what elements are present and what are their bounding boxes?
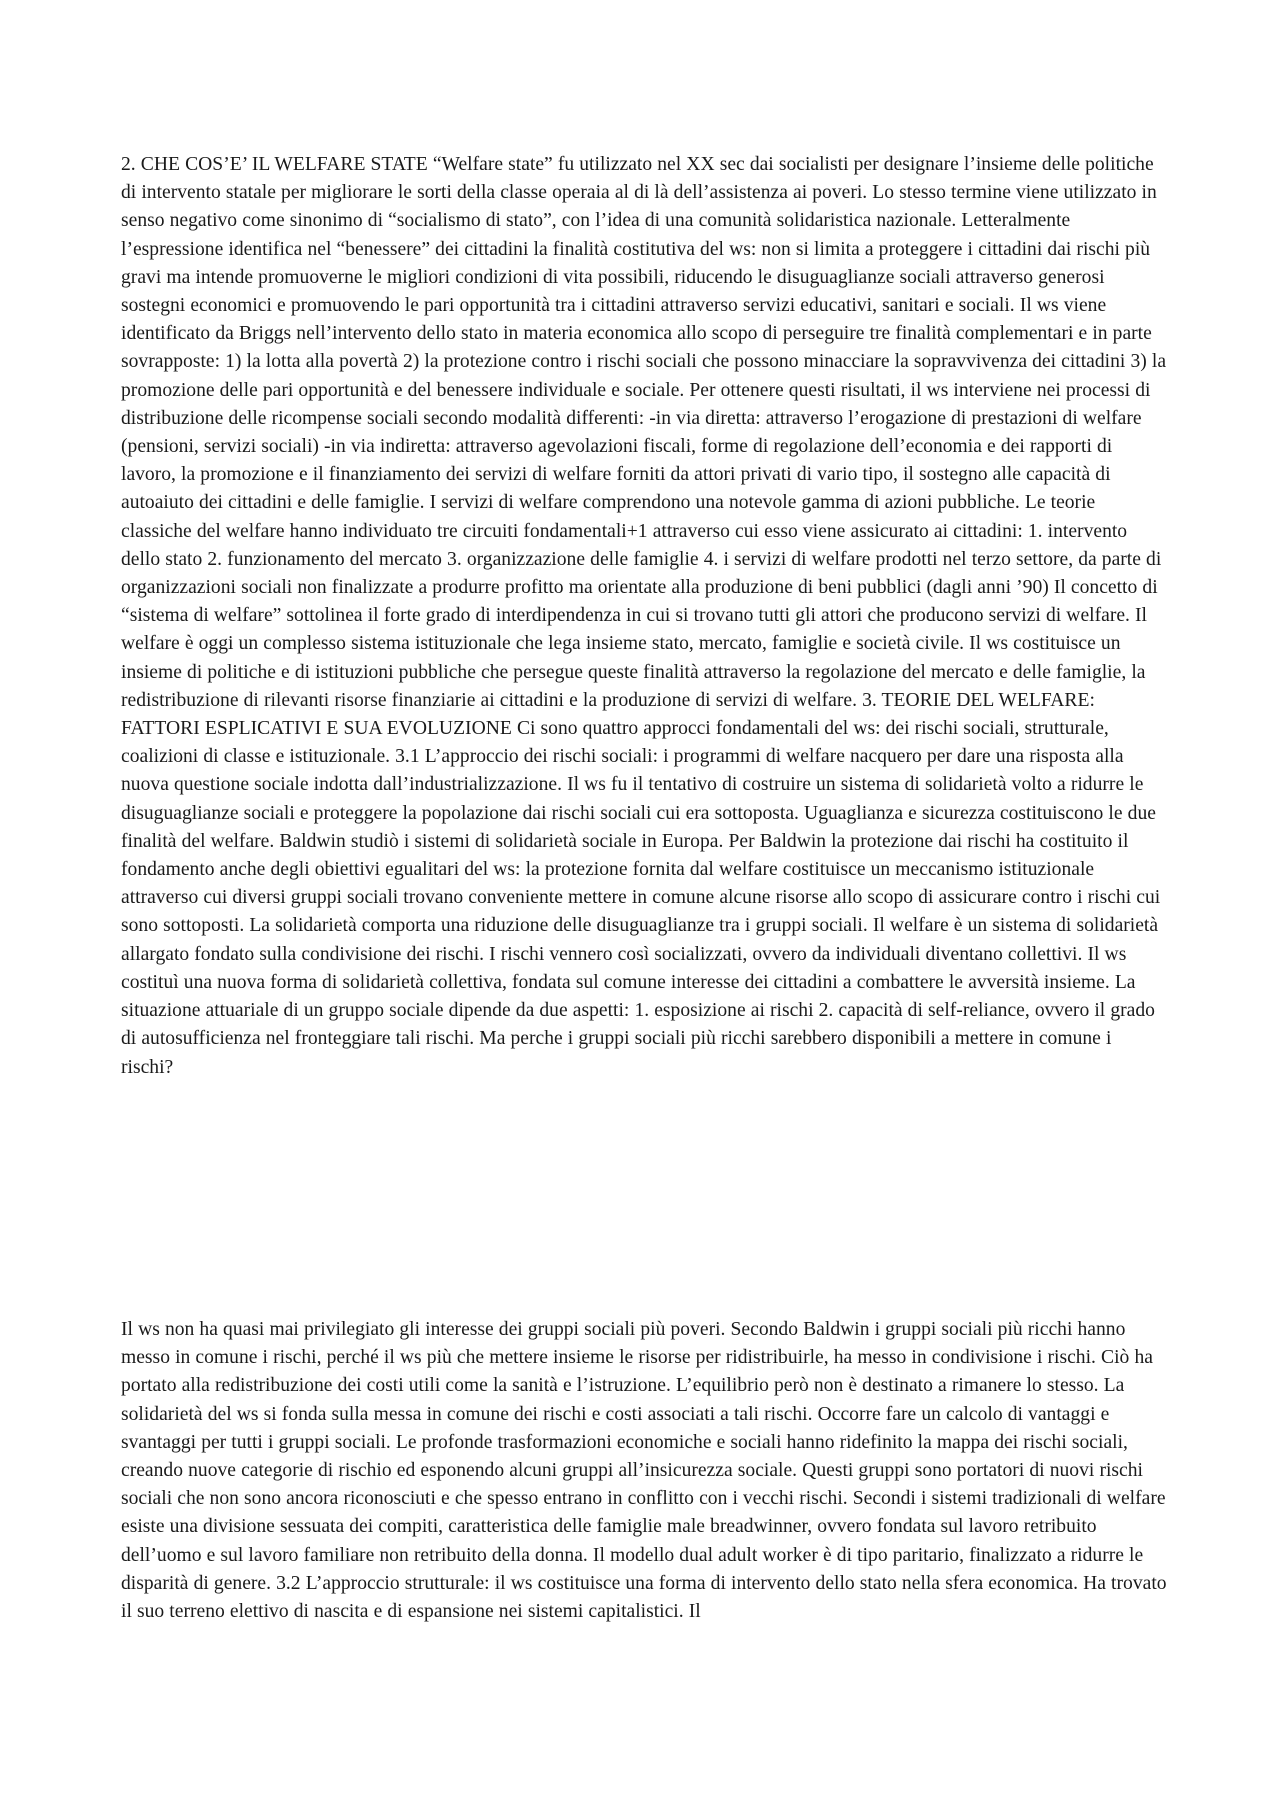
- paragraph-baldwin-risk-sharing: Il ws non ha quasi mai privilegiato gli interesse dei gruppi sociali più poveri. Secondo Baldwin i gruppi sociali più ricchi hanno messo in comune i rischi, perché il ws più che mettere insieme le risorse per ridistribuirle, ha messo in condivisione i rischi. Ciò ha portato alla redistribuzione dei costi utili come la sanità e l’istruzione. L’equilibrio però non è destinato a rimanere lo stesso. La solidarietà del ws si fonda sulla messa in comune dei rischi e costi associati a tali rischi. Occorre fare un calcolo di vantaggi e svantaggi per tutti i gruppi sociali. Le profonde trasformazioni economiche e sociali hanno ridefinito la mappa dei rischi sociali, creando nuove categorie di rischio ed esponendo alcuni gruppi all’insicurezza sociale. Questi gruppi sono portatori di nuovi rischi sociali che non sono ancora riconosciuti e che spesso entrano in conflitto con i vecchi rischi. Secondi i sistemi tradizionali di welfare esiste una divisione sessuata dei compiti, caratteristica delle famiglie male breadwinner, ovvero fondata sul lavoro retribuito dell’uomo e sul lavoro familiare non retribuito della donna. Il modello dual adult worker è di tipo paritario, finalizzato a ridurre le disparità di genere. 3.2 L’approccio strutturale: il ws costituisce una forma di intervento dello stato nella sfera economica. Ha trovato il suo terreno elettivo di nascita e di espansione nei sistemi capitalistici. Il: [121, 1319, 1167, 1623]
- paragraph-welfare-state-definition: 2. CHE COS’E’ IL WELFARE STATE “Welfare state” fu utilizzato nel XX sec dai socialisti per designare l’insieme delle politiche di intervento statale per migliorare le sorti della classe operaia al di là dell’assistenza ai poveri. Lo stesso termine viene utilizzato in senso negativo come sinonimo di “socialismo di stato”, con l’idea di una comunità solidaristica nazionale. Letteralmente l’espressione identifica nel “benessere” dei cittadini la finalità costitutiva del ws: non si limita a proteggere i cittadini dai rischi più gravi ma intende promuoverne le migliori condizioni di vita possibili, riducendo le disuguaglianze sociali attraverso generosi sostegni economici e promuovendo le pari opportunità tra i cittadini attraverso servizi educativi, sanitari e sociali. Il ws viene identificato da Briggs nell’intervento dello stato in materia economica allo scopo di perseguire tre finalità complementari e in parte sovrapposte: 1) la lotta alla povertà 2) la protezione contro i rischi sociali che possono minacciare la sopravvivenza dei cittadini 3) la promozione delle pari opportunità e del benessere individuale e sociale. Per ottenere questi risultati, il ws interviene nei processi di distribuzione delle ricompense sociali secondo modalità differenti: -in via diretta: attraverso l’erogazione di prestazioni di welfare (pensioni, servizi sociali) -in via indiretta: attraverso agevolazioni fiscali, forme di regolazione dell’economia e dei rapporti di lavoro, la promozione e il finanziamento dei servizi di welfare forniti da attori privati di vario tipo, il sostegno alle capacità di autoaiuto dei cittadini e delle famiglie. I servizi di welfare comprendono una notevole gamma di azioni pubbliche. Le teorie classiche del welfare hanno individuato tre circuiti fondamentali+1 attraverso cui esso viene assicurato ai cittadini: 1. intervento dello stato 2. funzionamento del mercato 3. organizzazione delle famiglie 4. i servizi di welfare prodotti nel terzo settore, da parte di organizzazioni sociali non finalizzate a produrre profitto ma orientate alla produzione di beni pubblici (dagli anni ’90) Il concetto di “sistema di welfare” sottolinea il forte grado di interdipendenza in cui si trovano tutti gli attori che producono servizi di welfare. Il welfare è oggi un complesso sistema istituzionale che lega insieme stato, mercato, famiglie e società civile. Il ws costituisce un insieme di politiche e di istituzioni pubbliche che persegue queste finalità attraverso la regolazione del mercato e delle famiglie, la redistribuzione di rilevanti risorse finanziarie ai cittadini e la produzione di servizi di welfare. 3. TEORIE DEL WELFARE: FATTORI ESPLICATIVI E SUA EVOLUZIONE Ci sono quattro approcci fondamentali del ws: dei rischi sociali, strutturale, coalizioni di classe e istituzionale. 3.1 L’approccio dei rischi sociali: i programmi di welfare nacquero per dare una risposta alla nuova questione sociale indotta dall’industrializzazione. Il ws fu il tentativo di costruire un sistema di solidarietà volto a ridurre le disuguaglianze sociali e proteggere la popolazione dai rischi sociali cui era sottoposta. Uguaglianza e sicurezza costituiscono le due finalità del welfare. Baldwin studiò i sistemi di solidarietà sociale in Europa. Per Baldwin la protezione dai rischi ha costituito il fondamento anche degli obiettivi egualitari del ws: la protezione fornita dal welfare costituisce un meccanismo istituzionale attraverso cui diversi gruppi sociali trovano conveniente mettere in comune alcune risorse allo scopo di assicurare contro i rischi cui sono sottoposti. La solidarietà comporta una riduzione delle disuguaglianze tra i gruppi sociali. Il welfare è un sistema di solidarietà allargato fondato sulla condivisione dei rischi. I rischi vennero così socializzati, ovvero da individuali diventano collettivi. Il ws costituì una nuova forma di solidarietà collettiva, fondata sul comune interesse dei cittadini a combattere le avversità insieme. La situazione attuariale di un gruppo sociale dipende da due aspetti: 1. esposizione ai rischi 2. capacità di self-reliance, ovvero il grado di autosufficienza nel fronteggiare tali rischi. Ma perche i gruppi sociali più ricchi sarebbero disponibili a mettere in comune i rischi?: [121, 154, 1167, 1078]
